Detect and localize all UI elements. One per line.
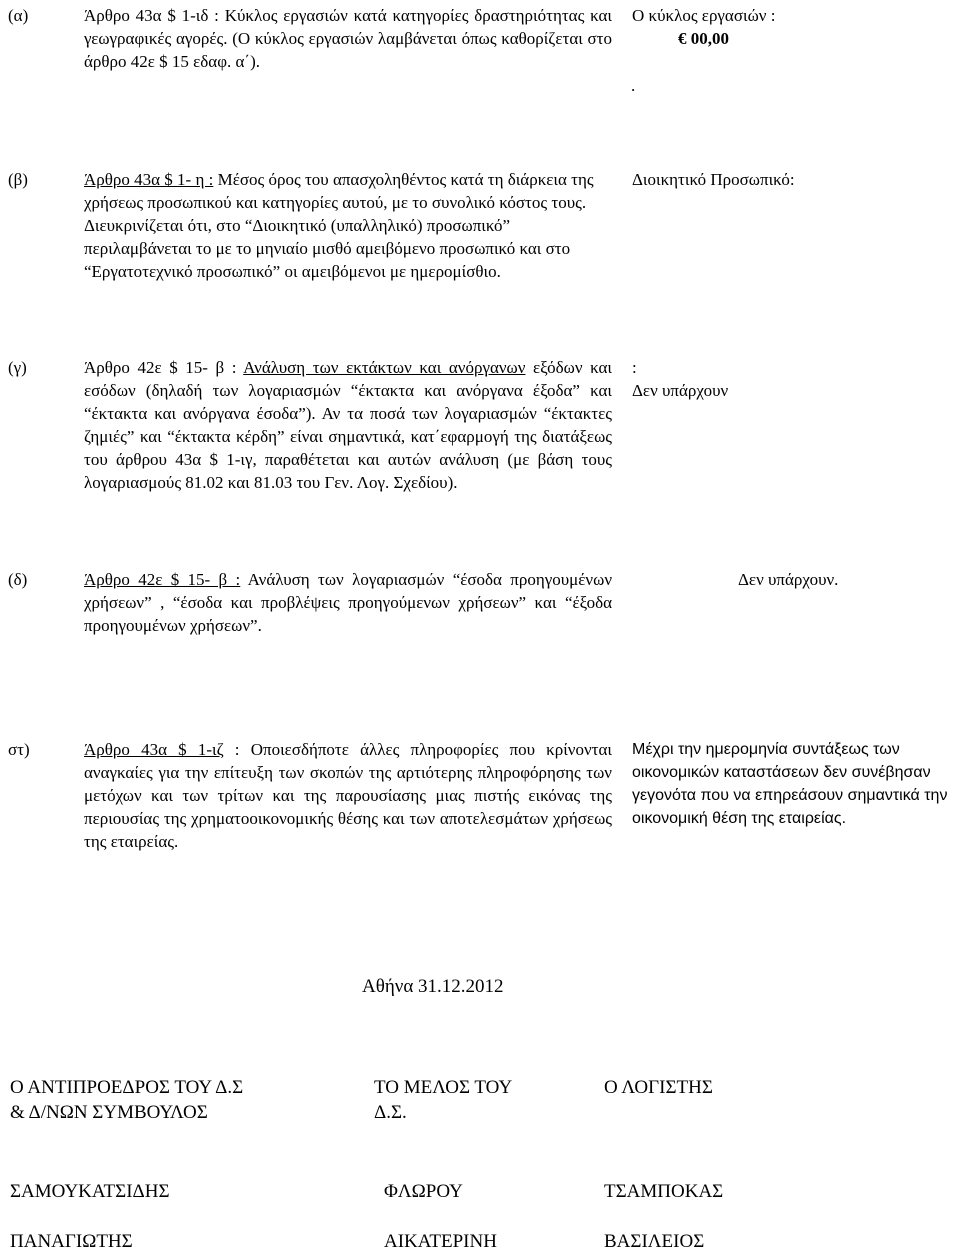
section-a-right-label: Ο κύκλος εργασιών : xyxy=(632,6,776,25)
section-d-right: Δεν υπάρχουν. xyxy=(738,570,839,589)
section-b-right: Διοικητικό Προσωπικό: xyxy=(632,170,795,189)
sig-2-title1: ΤΟ ΜΕΛΟΣ ΤΟΥ xyxy=(374,1077,513,1098)
section-b-body2: Διευκρινίζεται ότι, στο “Διοικητικό (υπαλληλικό) προσωπικό” περιλαμβάνεται το με το μηνιαίο μισθό αμειβόμενο προσωπικό και στο “Εργατοτεχνικό προσωπικό” οι αμειβόμενοι με ημερομίσθιο. xyxy=(84,216,571,281)
sig-1-name: ΠΑΝΑΓΙΩΤΗΣ xyxy=(10,1231,133,1252)
sig-3-title1: Ο ΛΟΓΙΣΤΗΣ xyxy=(604,1077,713,1098)
section-c-label: (γ) xyxy=(8,358,27,377)
section-c-right: Δεν υπάρχουν xyxy=(632,381,729,400)
section-d-body: Ανάλυση των λογαριασμών “έσοδα προηγουμένων χρήσεων” , “έσοδα και προβλέψεις προηγούμενων χρήσεων” και “έξοδα προηγουμένων χρήσεων”. xyxy=(84,570,612,635)
section-a-right-dot: . xyxy=(631,76,636,95)
section-st-body: : Οποιεσδήποτε άλλες πληροφορίες που κρίνονται αναγκαίες για την επίτευξη των σκοπών της αρτιότερης πληροφόρησης των μετόχων και των τρίτων και της παρουσίασης μιας πιστής εικόνας της περιουσίας της χρηματοοικονομικής θέσης και των αποτελεσμάτων χρήσεως της εταιρείας. xyxy=(84,740,612,851)
section-c-ref: Άρθρο 42ε $ 15- β : xyxy=(84,358,237,377)
section-a-label: (α) xyxy=(8,6,29,25)
section-b-label: (β) xyxy=(8,170,28,189)
sig-2-name: ΑΙΚΑΤΕΡΙΝΗ xyxy=(384,1231,497,1252)
section-c-text xyxy=(84,356,612,494)
sig-3-surname: ΤΣΑΜΠΟΚΑΣ xyxy=(604,1181,724,1202)
sig-3-name: ΒΑΣΙΛΕΙΟΣ xyxy=(604,1231,705,1252)
section-a-body: Κύκλος εργασιών κατά κατηγορίες δραστηριότητας και γεωγραφικές αγορές. (Ο κύκλος εργασιών λαμβάνεται όπως καθορίζεται στο άρθρο 42ε $ 15 εδαφ. α΄). xyxy=(84,6,612,71)
section-st-right: Μέχρι την ημερομηνία συντάξεως των οικονομικών καταστάσεων δεν συνέβησαν γεγονότα που να επηρεάσουν σημαντικά την οικονομική θέση της εταιρείας. xyxy=(632,741,948,827)
section-st-label: στ) xyxy=(8,740,30,759)
section-b-ref: Άρθρο 43α $ 1- η : xyxy=(84,170,214,189)
section-c-title: Ανάλυση των εκτάκτων και ανόργανων xyxy=(243,358,526,377)
section-a-text xyxy=(84,4,612,73)
sig-1-surname: ΣΑΜΟΥΚΑΤΣΙΔΗΣ xyxy=(10,1181,170,1202)
sig-2-surname: ΦΛΩΡΟΥ xyxy=(384,1181,463,1202)
sig-2-title2: Δ.Σ. xyxy=(374,1102,407,1123)
section-a-ref: Άρθρο 43α $ 1-ιδ : xyxy=(84,6,219,25)
section-c-body: εξόδων και εσόδων (δηλαδή των λογαριασμών “έκτακτα και ανόργανα έξοδα” και “έκτακτα και ανόργανα έσοδα”). Αν τα ποσά των λογαριασμών “έκτακτες ζημιές” και “έκτακτα κέρδη” είναι σημαντικά, κατ΄εφαρμογή της διατάξεως του άρθρου 43α $ 1-ιγ, παραθέτεται και αυτών ανάλυση (με βάση τους λογαριασμούς 81.02 και 81.03 του Γεν. Λογ. Σχεδίου). xyxy=(84,358,612,492)
section-b-body1: Μέσος όρος του απασχοληθέντος κατά τη διάρκεια της χρήσεως προσωπικού και κατηγορίες αυτού, με το συνολικό κόστος τους. xyxy=(84,170,594,212)
section-a-right-value: € 00,00 xyxy=(678,29,729,48)
section-b-text xyxy=(84,168,612,283)
section-d-text xyxy=(84,568,612,637)
section-st-text xyxy=(84,738,612,853)
sig-1-title2: & Δ/ΝΩΝ ΣΥΜΒΟΥΛΟΣ xyxy=(10,1102,208,1123)
section-c-right-colon: : xyxy=(632,358,637,377)
section-st-ref: Άρθρο 43α $ 1-ιζ xyxy=(84,740,224,759)
sig-1-title1: Ο ΑΝΤΙΠΡΟΕΔΡΟΣ ΤΟΥ Δ.Σ xyxy=(10,1077,244,1098)
section-d-ref: Άρθρο 42ε $ 15- β : xyxy=(84,570,241,589)
date-line: Αθήνα 31.12.2012 xyxy=(362,976,504,997)
section-d-label: (δ) xyxy=(8,570,28,589)
